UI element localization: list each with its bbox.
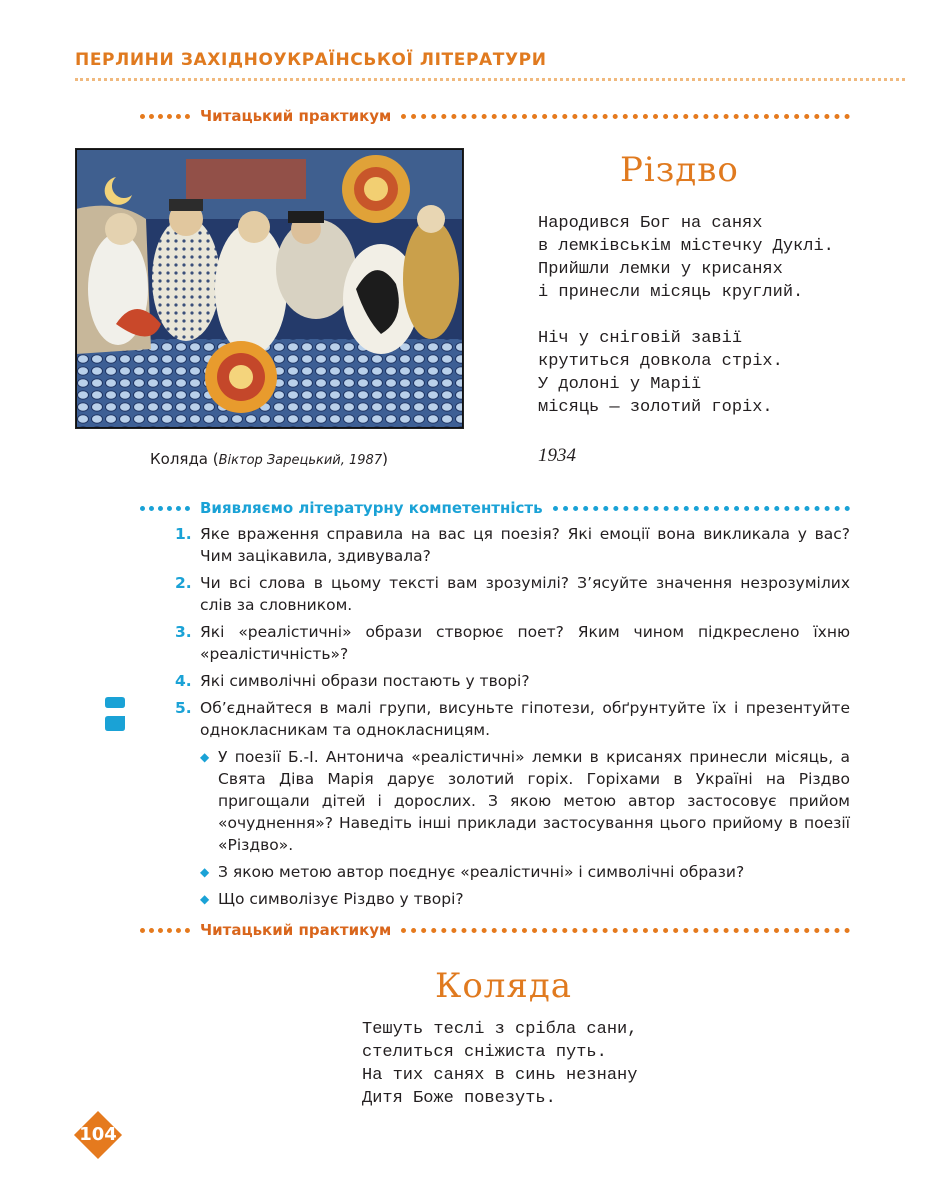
question-item <box>175 621 850 665</box>
question-text: Які «реалістичні» образи створює поет? Яким чином підкреслено їхню «реалістичність»? <box>200 623 850 663</box>
caption-meta: Віктор Зарецький, 1987 <box>218 453 383 468</box>
running-title: ПЕРЛИНИ ЗАХІДНОУКРАЇНСЬКОЇ ЛІТЕРАТУРИ <box>75 50 547 70</box>
question-text: Об’єднайтеся в малі групи, висуньте гіпотези, обґрунтуйте їх і презентуйте однокласникам та однокласницям. <box>200 699 850 739</box>
question-item <box>175 670 850 692</box>
header-divider <box>75 78 905 81</box>
section-bar-reading-practice <box>140 106 850 126</box>
poem-line: крутиться довкола стріх. <box>538 352 783 371</box>
question-number: 2. <box>175 574 192 592</box>
sub-question-text: З якою метою автор поєднує «реалістичні» і символічні образи? <box>218 863 745 881</box>
page-number-badge <box>73 1110 123 1160</box>
poem-line: Ніч у сніговій завії <box>538 329 743 348</box>
poem-line: Тешуть теслі з срібла сани, <box>362 1020 638 1039</box>
caption-title: Коляда <box>150 450 209 468</box>
question-list <box>175 523 850 915</box>
question-item <box>175 572 850 616</box>
question-text: Яке враження справила на вас ця поезія? Які емоції вона викликала у вас? Чим зацікавила, здивувала? <box>200 525 850 565</box>
dotted-rule <box>553 506 850 511</box>
group-work-icon <box>103 696 127 732</box>
diamond-bullet-icon: ◆ <box>200 892 210 906</box>
question-number: 1. <box>175 525 192 543</box>
question-number: 3. <box>175 623 192 641</box>
sub-question-item <box>200 746 850 856</box>
poem-line: і принесли місяць круглий. <box>538 283 804 302</box>
poem-title-rizdvo: Різдво <box>620 150 739 190</box>
sub-question-text: У поезії Б.-І. Антонича «реалістичні» лемки в крисанях принесли місяць, а Свята Діва Марія дарує золотий горіх. Горіхами в Україні на Різдво пригощали дітей і дорослих. З якою метою автор застосовує прийом «очуднення»? Наведіть інші приклади застосування цього прийому в поезії «Різдво». <box>218 748 850 854</box>
poem-line: Народився Бог на санях <box>538 214 763 233</box>
dotted-rule <box>401 928 850 933</box>
poem-koliada <box>362 1018 692 1110</box>
caption-paren-open: ( <box>208 450 219 468</box>
poem-year: 1934 <box>538 445 576 466</box>
question-number: 4. <box>175 672 192 690</box>
poem-line: На тих санях в синь незнану <box>362 1066 638 1085</box>
section-label: Читацький практикум <box>200 921 392 939</box>
painting-caption <box>150 450 388 468</box>
poem-title-koliada: Коляда <box>435 966 573 1006</box>
section-label: Читацький практикум <box>200 107 392 125</box>
poem-line: стелиться сніжиста путь. <box>362 1043 607 1062</box>
dotted-rule <box>140 928 190 933</box>
poem-line: Прийшли лемки у крисанях <box>538 260 783 279</box>
question-number: 5. <box>175 699 192 717</box>
dotted-rule <box>140 506 190 511</box>
dotted-rule <box>401 114 850 119</box>
page-number: 104 <box>79 1124 117 1145</box>
poem-line: У долоні у Марії <box>538 375 702 394</box>
caption-paren-close: ) <box>382 450 388 468</box>
question-text: Чи всі слова в цьому тексті вам зрозумілі? З’ясуйте значення незрозумілих слів за словником. <box>200 574 850 614</box>
poem-line: місяць — золотий горіх. <box>538 398 773 417</box>
poem-line: Дитя Боже повезуть. <box>362 1089 556 1108</box>
poem-rizdvo <box>538 212 868 419</box>
section-label: Виявляємо літературну компетентність <box>200 499 543 517</box>
section-bar-competence <box>140 498 850 518</box>
question-text: Які символічні образи постають у творі? <box>200 672 530 690</box>
section-bar-reading-practice-2 <box>140 920 850 940</box>
diamond-bullet-icon: ◆ <box>200 750 210 764</box>
sub-question-text: Що символізує Різдво у творі? <box>218 890 464 908</box>
dotted-rule <box>140 114 190 119</box>
sub-question-item <box>200 888 850 910</box>
question-item <box>175 697 850 741</box>
sub-question-item <box>200 861 850 883</box>
diamond-bullet-icon: ◆ <box>200 865 210 879</box>
question-item <box>175 523 850 567</box>
painting-image <box>76 149 463 428</box>
sub-question-list <box>200 746 850 910</box>
stanza-gap <box>538 304 868 327</box>
painting-illustration <box>75 148 464 429</box>
poem-line: в лемківськім містечку Дуклі. <box>538 237 834 256</box>
